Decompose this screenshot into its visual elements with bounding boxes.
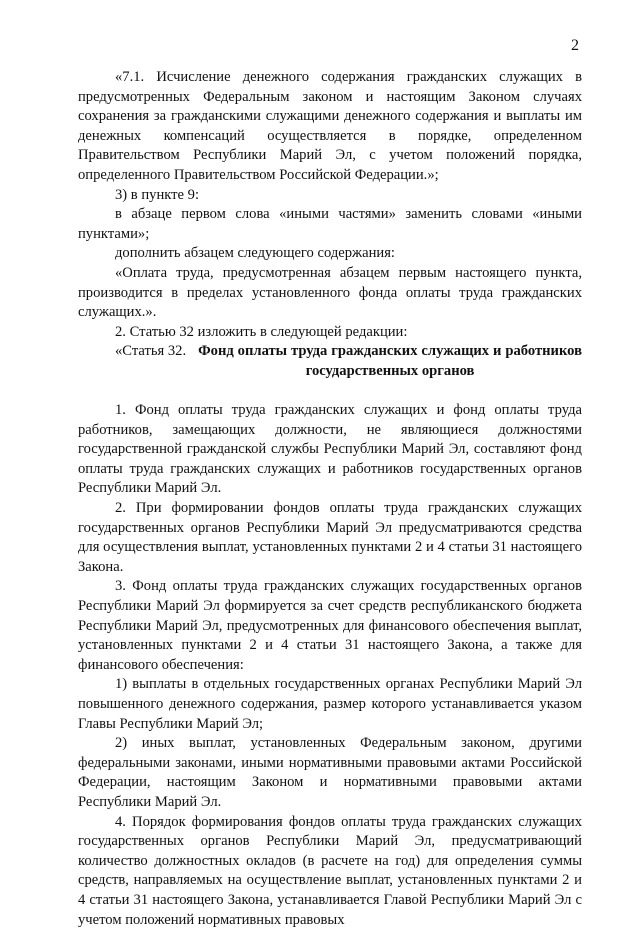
paragraph-amendment-7-1: «7.1. Исчисление денежного содержания гражданских служащих в предусмотренных Федеральным законом и настоящим Законом случаях сохранения за гражданскими служащими денежного содержания и выплаты им денежных компенсаций осуществляется в порядке, определенном Правительством Республики Марий Эл, с учетом положений порядка, определенного Правительством Российской Федерации.»;	[78, 69, 582, 183]
document-body	[78, 68, 582, 930]
paragraph-subclause-2: 2) иных выплат, установленных Федеральным законом, другими федеральными законами, иными нормативными правовыми актами Российской Федерации, настоящим Законом и нормативными правовыми актами Республики Марий Эл.	[78, 735, 582, 810]
article-heading	[78, 342, 582, 381]
paragraph-subclause-1: 1) выплаты в отдельных государственных органах Республики Марий Эл повышенного денежного содержания, размер которого устанавливается указом Главы Республики Марий Эл;	[78, 676, 582, 732]
article-title: Фонд оплаты труда гражданских служащих и работников государственных органов	[198, 343, 582, 379]
paragraph-add-clause: дополнить абзацем следующего содержания:	[115, 245, 395, 262]
paragraph-item-3: 3) в пункте 9:	[115, 186, 200, 203]
paragraph-article-32-intro: 2. Статью 32 изложить в следующей редакции:	[115, 323, 408, 340]
paragraph-replace-words: в абзаце первом слова «иными частями» заменить словами «иными пунктами»;	[78, 206, 582, 242]
paragraph-clause-3: 3. Фонд оплаты труда гражданских служащих государственных органов Республики Марий Эл формируется за счет средств республиканского бюджета Республики Марий Эл, предусмотренных для финансового обеспечения выплат, установленных пунктами 2 и 4 статьи 31 настоящего Закона, а также для финансового обеспечения:	[78, 578, 582, 673]
paragraph-clause-4: 4. Порядок формирования фондов оплаты труда гражданских служащих государственных органов Республики Марий Эл, предусматривающий количество должностных окладов (в расчете на год) для определения суммы средств, направляемых на осуществление выплат, установленных пунктами 2 и 4 статьи 31 настоящего Закона, устанавливается Главой Республики Марий Эл с учетом положений нормативных правовых	[78, 813, 582, 928]
paragraph-payment-quote: «Оплата труда, предусмотренная абзацем первым настоящего пункта, производится в пределах установленного фонда оплаты труда гражданских служащих.».	[78, 264, 582, 321]
paragraph-clause-2: 2. При формировании фондов оплаты труда гражданских служащих государственных органов Республики Марий Эл предусматриваются средства для осуществления выплат, установленных пунктами 2 и 4 статьи 31 настоящего Закона.	[78, 500, 582, 575]
blank-line	[78, 382, 582, 402]
page-number: 2	[571, 37, 579, 54]
paragraph-clause-1: 1. Фонд оплаты труда гражданских служащих и фонд оплаты труда работников, замещающих должности, не являющиеся должностями государственной гражданской службы Республики Марий Эл, составляют фонд оплаты труда гражданских служащих и работников государственных органов Республики Марий Эл.	[78, 402, 582, 497]
article-number: «Статья 32.	[115, 343, 187, 360]
